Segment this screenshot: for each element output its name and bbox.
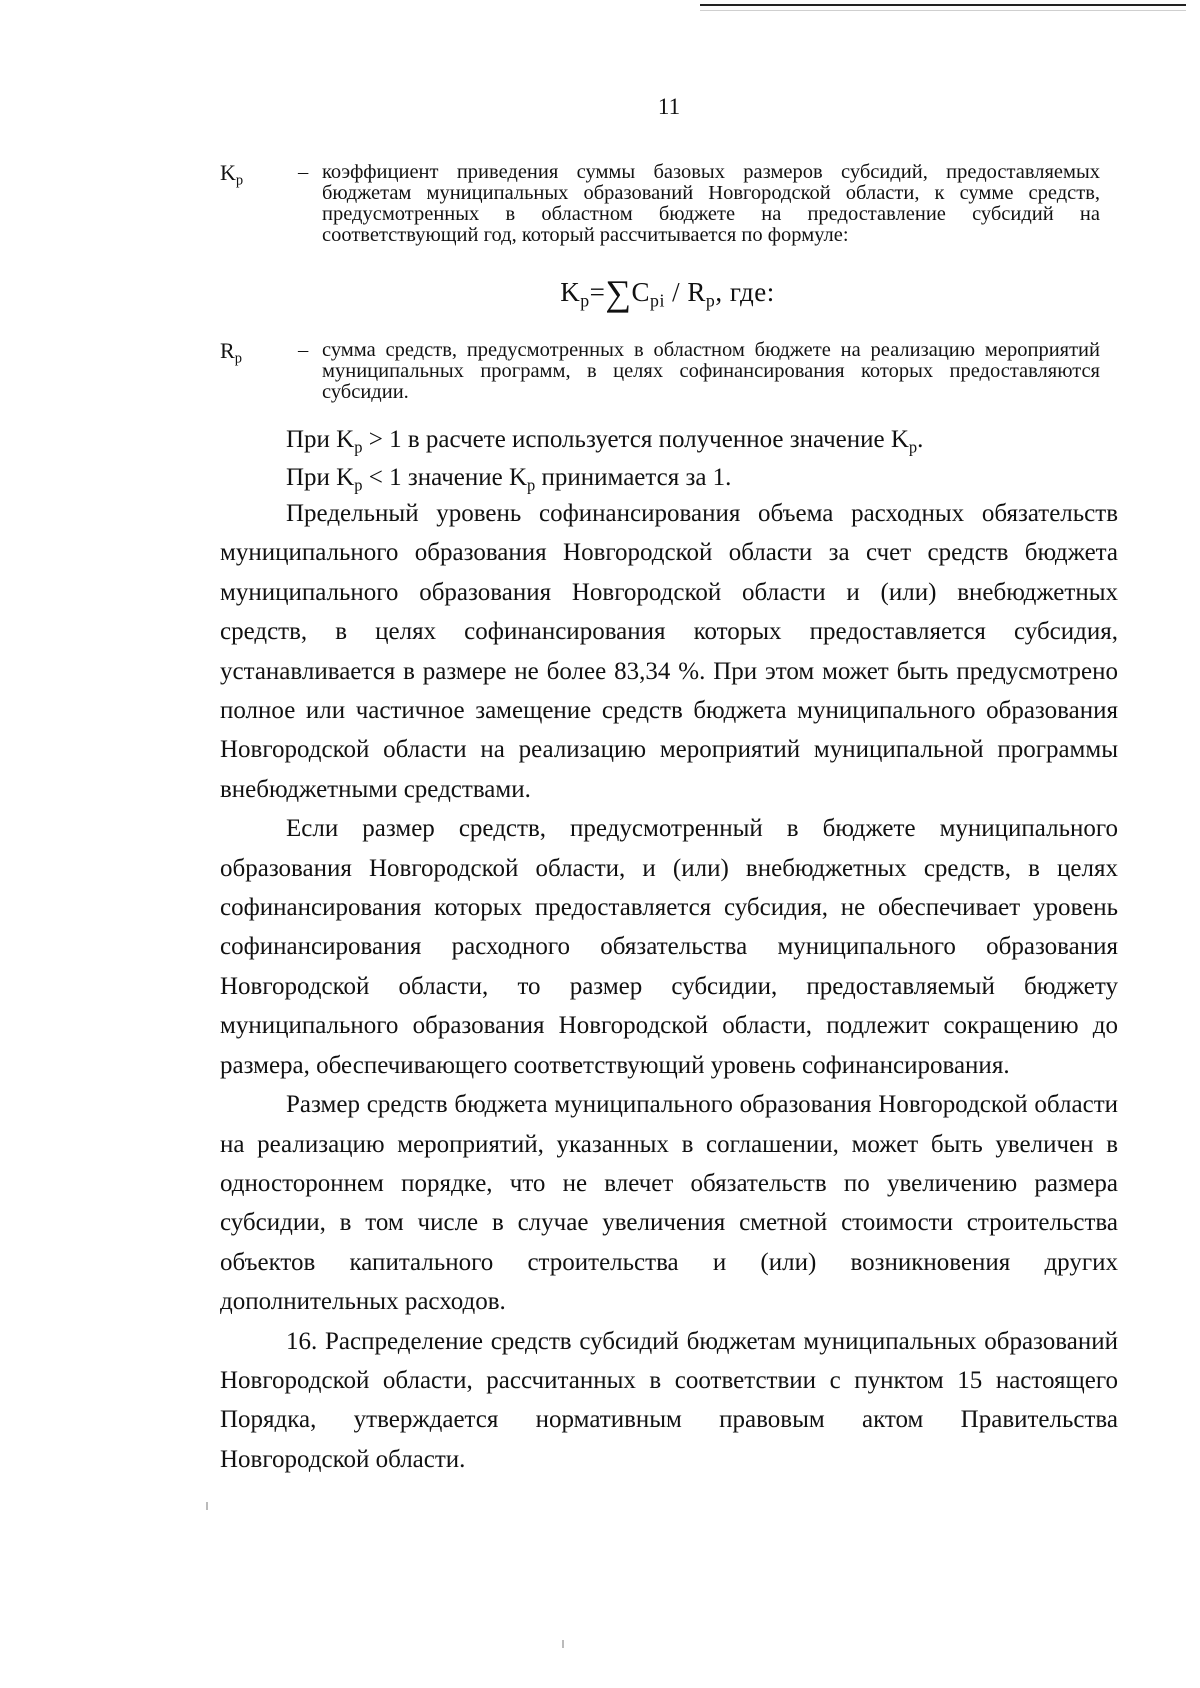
paragraph-item-16: 16. Распределение средств субсидий бюджетам муниципальных образований Новгородской области, рассчитанных в соответствии с пунктом 15 настоящего Порядка, утверждается нормативным правовым актом Правительства Новгородской области. xyxy=(220,1327,1118,1473)
definition-kp xyxy=(220,162,1100,246)
definition-dash: – xyxy=(298,339,309,361)
scan-mark xyxy=(206,1502,208,1510)
sum-symbol: ∑ xyxy=(605,273,632,313)
body-text xyxy=(220,494,1118,1479)
condition-less: При $K_p < 1$ значение $K_p$ принимается за 1. xyxy=(286,464,732,495)
definition-symbol: $K_p$ xyxy=(220,160,244,189)
scan-mark xyxy=(562,1640,564,1648)
definition-text: сумма средств, предусмотренных в областном бюджете на реализацию мероприятий муниципальных программ, в целях софинансирования которых предоставляются субсидии. xyxy=(322,339,1100,403)
paragraph-cofinancing-level: Предельный уровень софинансирования объема расходных обязательств муниципального образования Новгородской области за счет средств бюджета муниципального образования Новгородской области и (или) внебюджетных средств, в целях софинансирования которых предоставляется субсидия, устанавливается в размере не более 83,34 %. При этом может быть предусмотрено полное или частичное замещение средств бюджета муниципального образования Новгородской области на реализацию мероприятий муниципальной программы внебюджетными средствами. xyxy=(220,500,1118,803)
definition-text: коэффициент приведения суммы базовых размеров субсидий, предоставляемых бюджетам муниципальных образований Новгородской области, к сумме средств, предусмотренных в областном бюджете на предоставление субсидий на соответствующий год, который рассчитывается по формуле: xyxy=(322,161,1100,246)
paragraph-unilateral-increase: Размер средств бюджета муниципального образования Новгородской области на реализацию мероприятий, указанных в соглашении, может быть увеличен в одностороннем порядке, что не влечет обязательств по увеличению размера субсидии, в том числе в случае увеличения сметной стоимости строительства объектов капитального строительства и (или) возникновения других дополнительных расходов. xyxy=(220,1091,1118,1316)
top-border-line xyxy=(700,4,1186,6)
formula-kp: $K_p=\sum C_{pi} / R_p$, где: xyxy=(560,273,775,313)
definition-rp xyxy=(220,340,1100,403)
paragraph-insufficient-funds: Если размер средств, предусмотренный в бюджете муниципального образования Новгородской области, и (или) внебюджетных средств, в целях софинансирования которых предоставляется субсидия, не обеспечивает уровень софинансирования расходного обязательства муниципального образования Новгородской области, то размер субсидии, предоставляемый бюджету муниципального образования Новгородской области, подлежит сокращению до размера, обеспечивающего соответствующий уровень софинансирования. xyxy=(220,815,1118,1079)
definition-symbol: $R_p$ xyxy=(220,338,242,367)
page-number: 11 xyxy=(657,94,681,119)
top-border-shadow xyxy=(700,10,1186,11)
condition-greater: При $K_p > 1$ в расчете используется полученное значение $K_p$. xyxy=(286,426,924,457)
definition-dash: – xyxy=(298,161,309,183)
